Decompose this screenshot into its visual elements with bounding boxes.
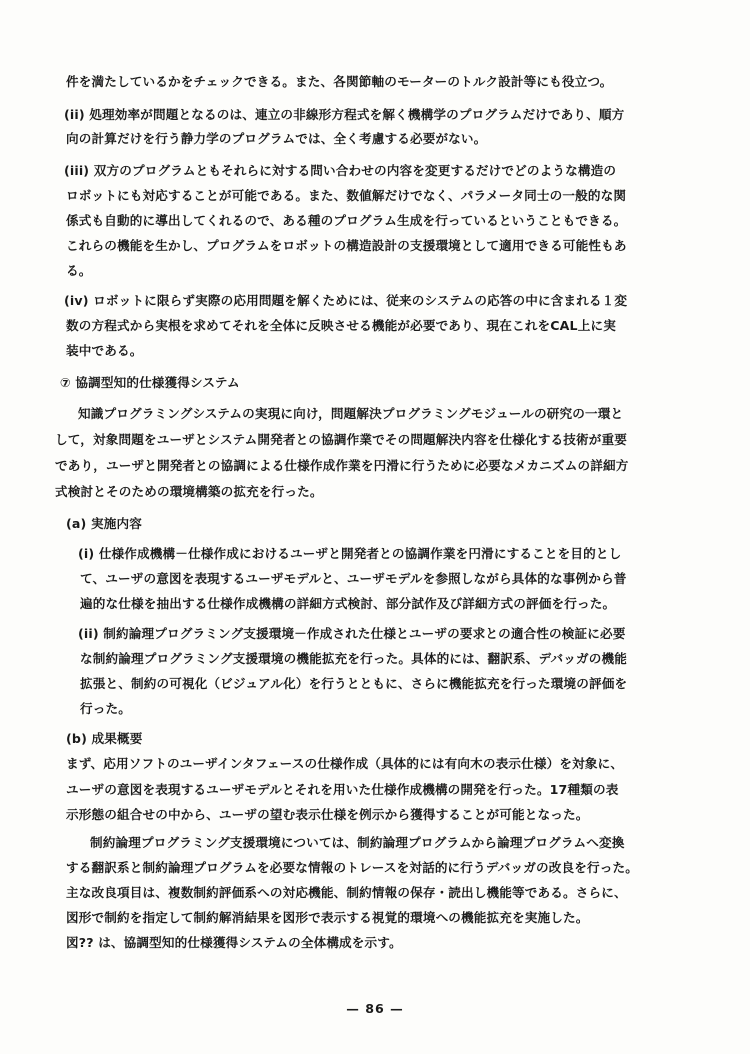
text-line: 制約論理プログラミング支援環境については、制約論理プログラムから論理プログラムへ変換 [90, 835, 625, 850]
text-line: (i) 仕様作成機構－仕様作成におけるユーザと開発者との協調作業を円滑にすることを目的とし [78, 546, 622, 561]
text-line: 数の方程式から実根を求めてそれを全体に反映させる機能が必要であり、現在これをCAL上に実 [66, 318, 616, 333]
text-line: (iv) ロボットに限らず実際の応用問題を解くためには、従来のシステムの応答の中に含まれる１変 [64, 293, 628, 308]
text-line: 装中である。 [66, 343, 143, 358]
text-line: (ii) 処理効率が問題となるのは、連立の非線形方程式を解く機構学のプログラムだけであり、順方 [64, 107, 625, 122]
text-line: して，対象問題をユーザとシステム開発者との協調作業でその問題解決内容を仕様化する技術が重要 [55, 432, 627, 447]
text-line: 図?? は、協調型知的仕様獲得システムの全体構成を示す。 [66, 935, 402, 950]
text-line: て、ユーザの意図を表現するユーザモデルと、ユーザモデルを参照しながら具体的な事例から普 [80, 571, 627, 586]
text-line: な制約論理プログラミング支援環境の機能拡充を行った。具体的には、翻訳系、デバッガの機能 [80, 651, 627, 666]
text-line: であり，ユーザと開発者との協調による仕様作成作業を円滑に行うために必要なメカニズムの詳細方 [55, 458, 629, 473]
text-line: 式検討とそのための環境構築の拡充を行った。 [55, 484, 323, 499]
text-line: まず、応用ソフトのユーザインタフェースの仕様作成（具体的には有向木の表示仕様）を対象に、 [66, 756, 624, 771]
text-line: 拡張と、制約の可視化（ビジュアル化）を行うとともに、さらに機能拡充を行った環境の評価を [80, 676, 628, 691]
section-heading: ⑦ 協調型知的仕様獲得システム [60, 375, 240, 390]
text-line: 遍的な仕様を抽出する仕様作成機構の詳細方式検討、部分試作及び詳細方式の評価を行った。 [80, 596, 616, 611]
subsection-heading: (a) 実施内容 [66, 516, 142, 531]
text-line: (iii) 双方のプログラムともそれらに対する問い合わせの内容を変更するだけでどのような構造の [64, 163, 617, 178]
text-line: これらの機能を生かし、プログラムをロボットの構造設計の支援環境として適用できる可能性もあ [66, 238, 627, 253]
text-line: する翻訳系と制約論理プログラムを必要な情報のトレースを対話的に行うデバッガの改良を行った。 [66, 860, 638, 875]
text-line: ユーザの意図を表現するユーザモデルとそれを用いた仕様作成機構の開発を行った。17種類の表 [66, 782, 619, 797]
text-line: 知識プログラミングシステムの実現に向け，問題解決プログラミングモジュールの研究の一環と [78, 406, 624, 421]
text-line: 向の計算だけを行う静力学のプログラムでは、全く考慮する必要がない。 [66, 131, 487, 146]
text-line: 行った。 [80, 701, 131, 716]
text-line: (ii) 制約論理プログラミング支援環境－作成された仕様とユーザの要求との適合性の検証に必要 [78, 626, 626, 641]
text-line: 示形態の組合せの中から、ユーザの望む表示仕様を例示から獲得することが可能となった。 [66, 807, 589, 822]
text-line: る。 [66, 263, 92, 278]
page-number: — 86 — [346, 1001, 404, 1016]
text-line: 件を満たしているかをチェックできる。また、各関節軸のモーターのトルク設計等にも役立つ。 [66, 74, 613, 89]
text-line: 係式も自動的に導出してくれるので、ある種のプログラム生成を行っているということもできる。 [66, 213, 627, 228]
text-line: 主な改良項目は、複数制約評価系への対応機能、制約情報の保存・読出し機能等である。さらに、 [66, 885, 627, 900]
text-line: ロボットにも対応することが可能である。また、数値解だけでなく、パラメータ同士の一般的な関 [66, 188, 627, 203]
subsection-heading: (b) 成果概要 [66, 731, 143, 746]
text-line: 図形で制約を指定して制約解消結果を図形で表示する視覚的環境への機能拡充を実施した。 [66, 910, 589, 925]
